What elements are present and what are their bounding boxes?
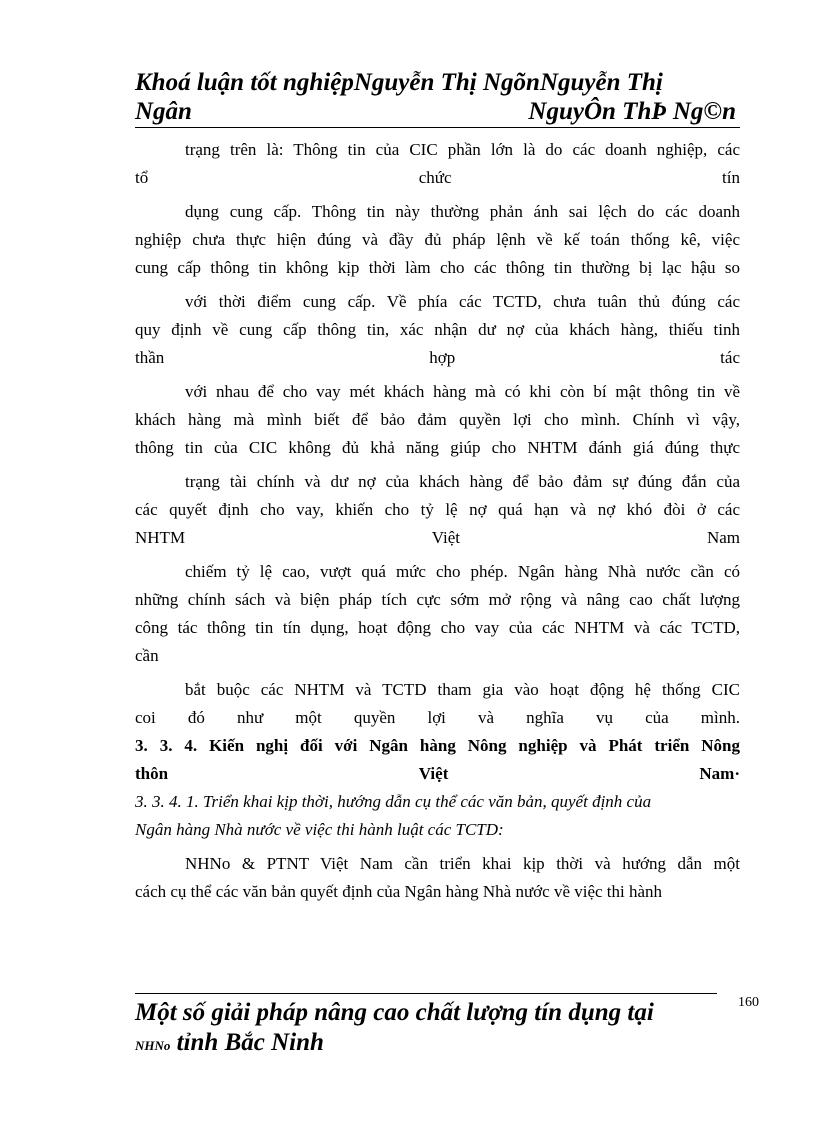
section-heading-line: 3. 3. 4. Kiến nghị đối với Ngân hàng Nông nghiệp và Phát triển Nông (135, 736, 740, 755)
document-body (135, 136, 740, 906)
body-line: khách hàng mà mình biết để bảo đảm quyền lợi cho mình. Chính vì vậy, (135, 410, 740, 429)
body-line: những chính sách và biện pháp tích cực sớm mở rộng và nâng cao chất lượng (135, 590, 740, 609)
body-line: công tác thông tin tín dụng, hoạt động cho vay của các NHTM và các TCTD, (135, 618, 740, 637)
header-author-left: Ngân (135, 98, 192, 125)
body-line: trạng trên là: Thông tin của CIC phần lớn là do các doanh nghiệp, các (185, 140, 740, 159)
body-line: tổ chức tín (135, 168, 740, 187)
body-line: thông tin của CIC không đủ khả năng giúp cho NHTM đánh giá đúng thực (135, 438, 740, 457)
body-line: bắt buộc các NHTM và TCTD tham gia vào hoạt động hệ thống CIC (185, 680, 740, 699)
page-header (135, 68, 740, 128)
body-line: cung cấp thông tin không kịp thời làm cho các thông tin thường bị lạc hậu so (135, 258, 740, 277)
footer-title-prefix: NHNo (135, 1038, 171, 1053)
body-line: dụng cung cấp. Thông tin này thường phản ánh sai lệch do các doanh (185, 202, 740, 221)
body-line: thần hợp tác (135, 348, 740, 367)
body-line: NHTM Việt Nam (135, 528, 740, 547)
body-line: với nhau để cho vay mét khách hàng mà có khi còn bí mật thông tin về (185, 382, 740, 401)
body-line: trạng tài chính và dư nợ của khách hàng để bảo đảm sự đúng đắn của (185, 472, 740, 491)
body-line: các quyết định cho vay, khiến cho tỷ lệ nợ quá hạn và nợ khó đòi ở các (135, 500, 740, 519)
footer-title-line1: Một số giải pháp nâng cao chất lượng tín dụng tại (135, 999, 654, 1026)
subsection-heading-line: 3. 3. 4. 1. Triển khai kịp thời, hướng dẫn cụ thể các văn bản, quyết định của (135, 792, 652, 811)
body-line: quy định về cung cấp thông tin, xác nhận dư nợ của khách hàng, thiếu tinh (135, 320, 740, 339)
header-title-line1: Khoá luận tốt nghiệpNguyễn Thị NgõnNguyễn Thị (135, 69, 663, 96)
footer-rule (135, 993, 717, 994)
footer-title-place: tỉnh Bắc Ninh (170, 1029, 324, 1056)
body-line: cần (135, 646, 159, 665)
page-number: 160 (738, 995, 759, 1010)
header-author-right: NguyÔn ThÞ Ng©n (528, 98, 736, 125)
body-line: với thời điểm cung cấp. Về phía các TCTD, chưa tuân thủ đúng các (185, 292, 740, 311)
body-line: NHNo & PTNT Việt Nam cần triển khai kịp thời và hướng dẫn một (185, 854, 740, 873)
body-line: chiếm tỷ lệ cao, vượt quá mức cho phép. Ngân hàng Nhà nước cần có (185, 562, 740, 581)
body-line: cách cụ thể các văn bản quyết định của Ngân hàng Nhà nước về việc thi hành (135, 882, 663, 901)
footer-title (135, 998, 725, 1061)
section-heading-line: thôn Việt Nam· (135, 764, 740, 783)
footer-title-line2 (135, 1028, 725, 1061)
body-line: coi đó như một quyền lợi và nghĩa vụ của mình. (135, 708, 740, 727)
body-line: nghiệp chưa thực hiện đúng và đầy đủ pháp lệnh về kế toán thống kê, việc (135, 230, 740, 249)
header-title-line2 (135, 97, 740, 128)
subsection-heading-line: Ngân hàng Nhà nước về việc thi hành luật các TCTD: (135, 820, 504, 839)
